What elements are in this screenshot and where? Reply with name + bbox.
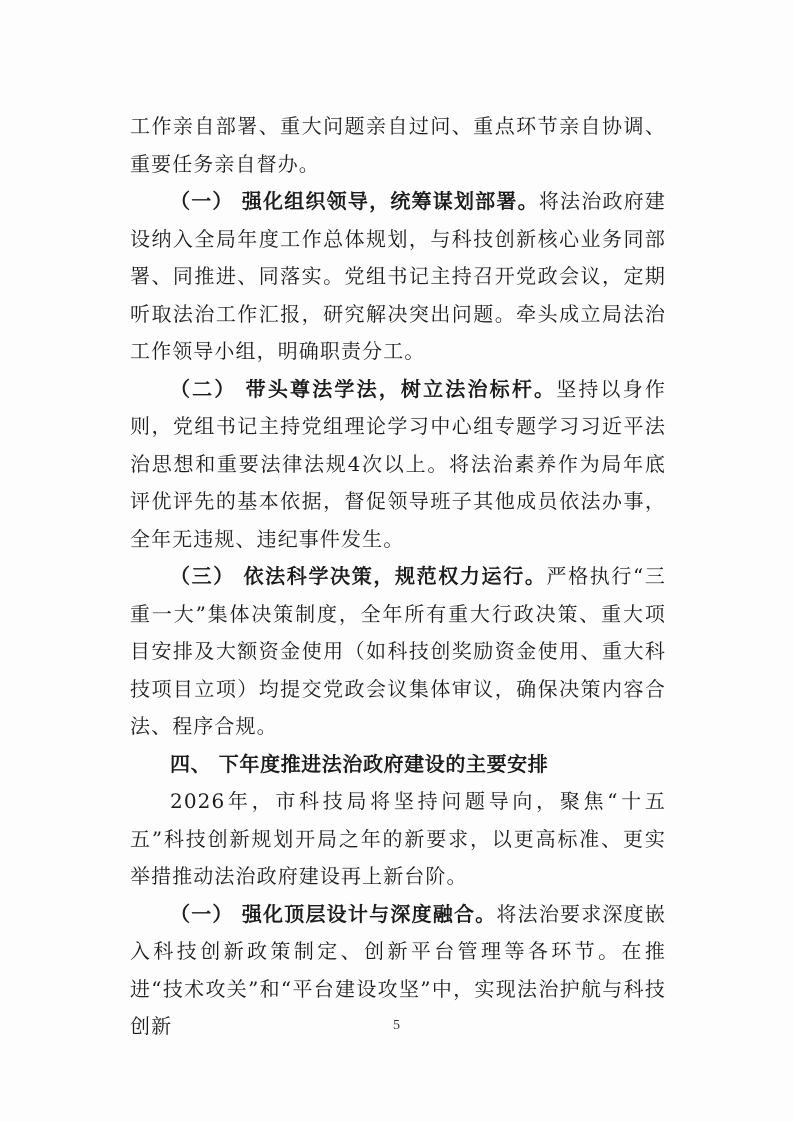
paragraph-lead: （二） 带头尊法学法，树立法治标杆。 bbox=[170, 376, 557, 401]
paragraph-section-intro bbox=[130, 783, 666, 896]
paragraph-text: 严格执行“三重一大”集体决策制度，全年所有重大行政决策、重大项目安排及大额资金使用（如科技创奖励资金使用、重大科技项目立项）均提交党政会议集体审议，确保决策内容合法、程序合规。 bbox=[130, 564, 667, 738]
paragraph-text: 坚持以身作则，党组书记主持党组理论学习中心组专题学习习近平法治思想和重要法律法规4次以上。将法治素养作为局年底评优评先的基本依据，督促领导班子其他成员依法办事，全年无违规、违纪事件发生。 bbox=[130, 376, 667, 551]
section-heading: 四、 下年度推进法治政府建设的主要安排 bbox=[170, 751, 549, 776]
paragraph-text: 工作亲自部署、重大问题亲自过问、重点环节亲自协调、重要任务亲自督办。 bbox=[130, 114, 666, 176]
paragraph-lead: （三） 依法科学决策，规范权力运行。 bbox=[170, 564, 547, 588]
paragraph-lead: （一） 强化组织领导，统筹谋划部署。 bbox=[170, 189, 539, 213]
paragraph-text: 将法治政府建设纳入全局年度工作总体规划，与科技创新核心业务同部署、同推进、同落实。党组书记主持召开党政会议，定期听取法治工作汇报，研究解决突出问题。牵头成立局法治工作领导小组，明确职责分工。 bbox=[130, 189, 666, 363]
paragraph-continued bbox=[130, 108, 666, 183]
page-number: 5 bbox=[393, 1018, 400, 1033]
paragraph-organization-leadership bbox=[130, 183, 666, 371]
paragraph-text: 2026年，市科技局将坚持问题导向，聚焦“十五五”科技创新规划开局之年的新要求，以更高标准、更实举措推动法治政府建设再上新台阶。 bbox=[130, 789, 666, 888]
paragraph-respect-law bbox=[130, 371, 666, 559]
paragraph-lead: （一） 强化顶层设计与深度融合。 bbox=[170, 901, 497, 926]
document-body bbox=[130, 108, 666, 1046]
paragraph-text: 将法治要求深度嵌入科技创新政策制定、创新平台管理等各环节。在推进“技术攻关”和“平台建设攻坚”中，实现法治护航与科技创新 bbox=[130, 901, 666, 1038]
paragraph-scientific-decision bbox=[130, 558, 666, 746]
